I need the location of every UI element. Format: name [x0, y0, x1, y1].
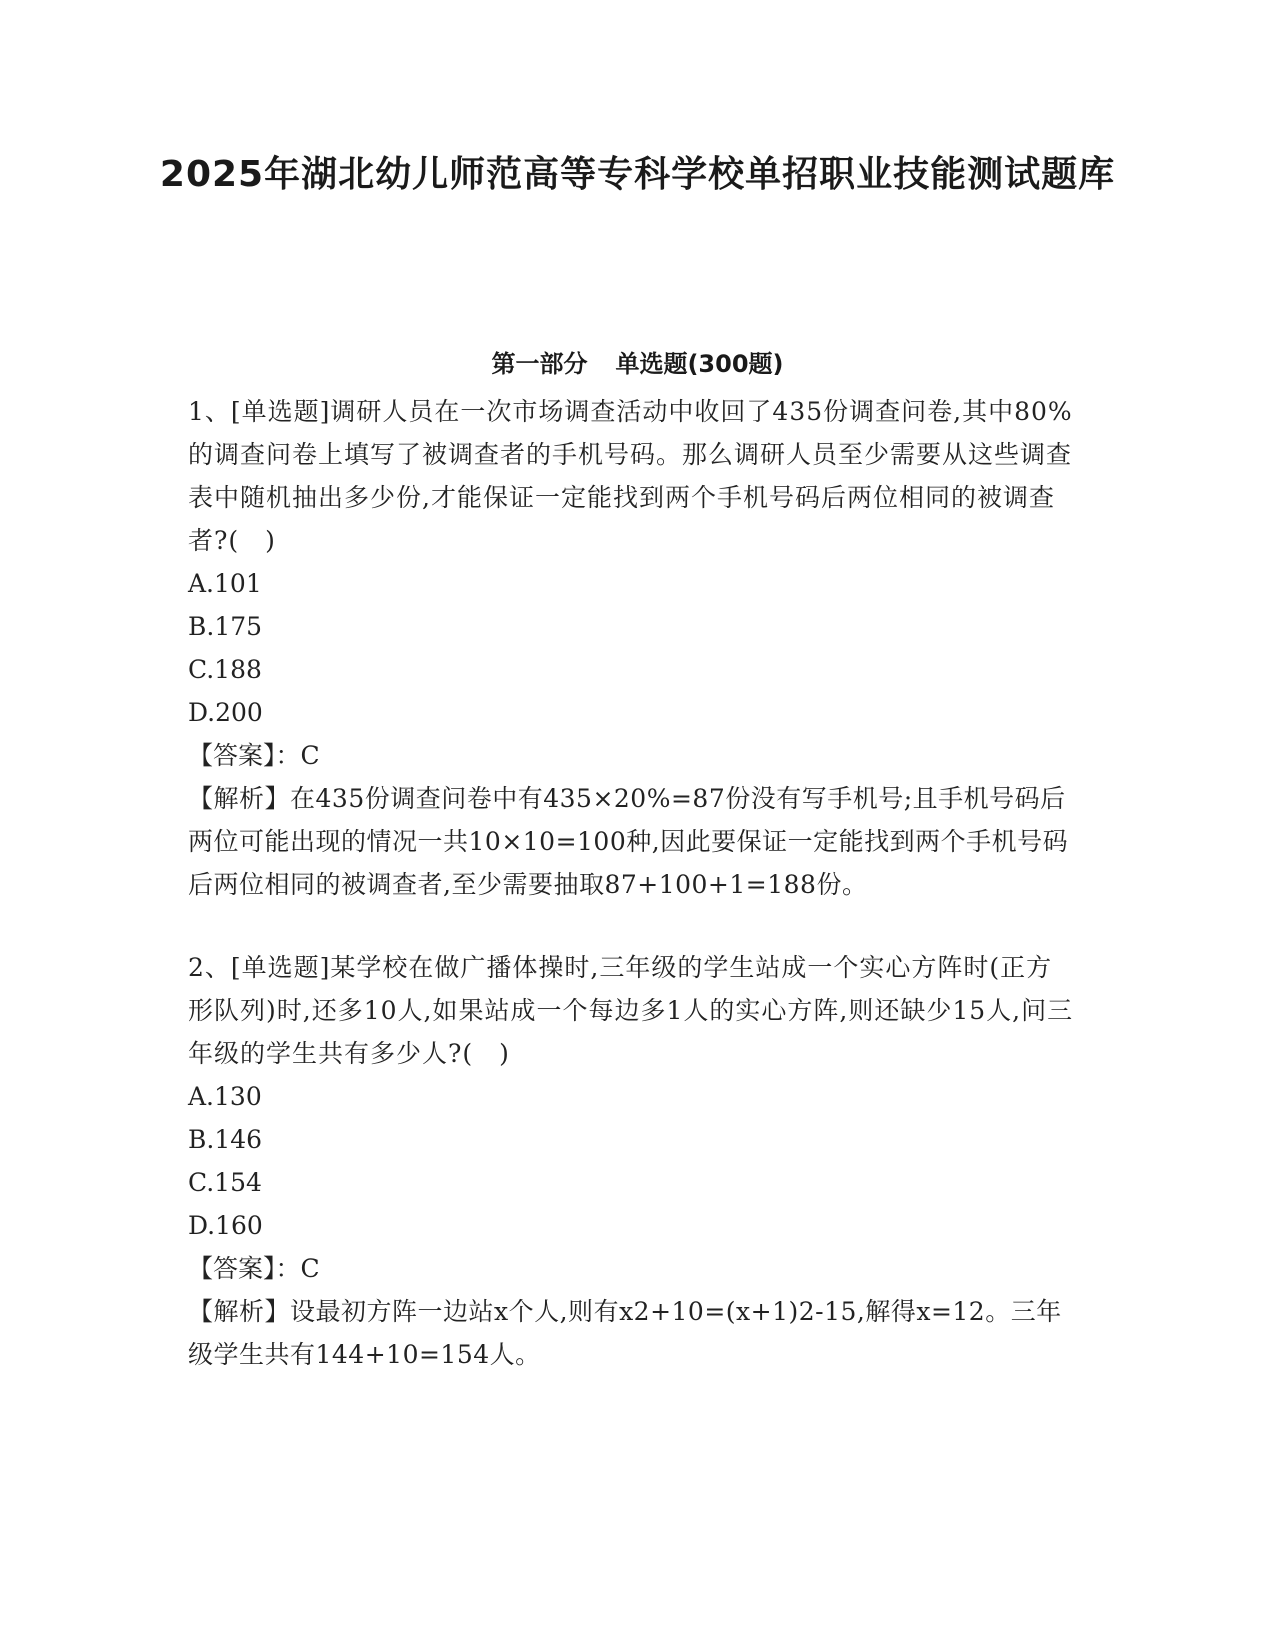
answer-value: ：C — [275, 741, 320, 770]
answer-value: ：C — [275, 1254, 320, 1283]
section-title — [150, 346, 1125, 382]
answer-line — [188, 734, 1078, 777]
option-c: C.188 — [188, 655, 262, 684]
answer-line — [188, 1247, 1078, 1290]
explanation-label: 【解析】 — [188, 1297, 291, 1326]
option-d: D.160 — [188, 1211, 263, 1240]
option-a: A.130 — [188, 1082, 262, 1111]
explanation-text: 设最初方阵一边站x个人,则有x2+10=(x+1)2-15,解得x=12。三年级学生共有144+10=154人。 — [188, 1297, 1062, 1369]
section-name: 单选题(300题) — [615, 350, 784, 378]
document-title: 2025年湖北幼儿师范高等专科学校单招职业技能测试题库 — [159, 154, 1116, 195]
answer-label: 【答案】 — [188, 1254, 276, 1283]
option-d: D.200 — [188, 698, 263, 727]
explanation-text: 在435份调查问卷中有435×20%=87份没有写手机号;且手机号码后两位可能出现的情况一共10×10=100种,因此要保证一定能找到两个手机号码后两位相同的被调查者,至少需要抽取87+100+1=188份。 — [188, 784, 1069, 899]
option-b: B.175 — [188, 612, 263, 641]
question-1 — [188, 390, 1078, 906]
explanation-line — [188, 1290, 1078, 1376]
explanation-label: 【解析】 — [188, 784, 291, 813]
section-part: 第一部分 — [491, 350, 588, 378]
option-b: B.146 — [188, 1125, 263, 1154]
question-stem: 1、[单选题]调研人员在一次市场调查活动中收回了435份调查问卷,其中80%的调查问卷上填写了被调查者的手机号码。那么调研人员至少需要从这些调查表中随机抽出多少份,才能保证一定能找到两个手机号码后两位相同的被调查者?( ) — [188, 397, 1073, 555]
option-c: C.154 — [188, 1168, 262, 1197]
option-a: A.101 — [188, 569, 262, 598]
explanation-line — [188, 777, 1078, 906]
question-2 — [188, 946, 1078, 1376]
question-stem: 2、[单选题]某学校在做广播体操时,三年级的学生站成一个实心方阵时(正方形队列)时,还多10人,如果站成一个每边多1人的实心方阵,则还缺少15人,问三年级的学生共有多少人?( ) — [188, 953, 1074, 1068]
answer-label: 【答案】 — [188, 741, 276, 770]
